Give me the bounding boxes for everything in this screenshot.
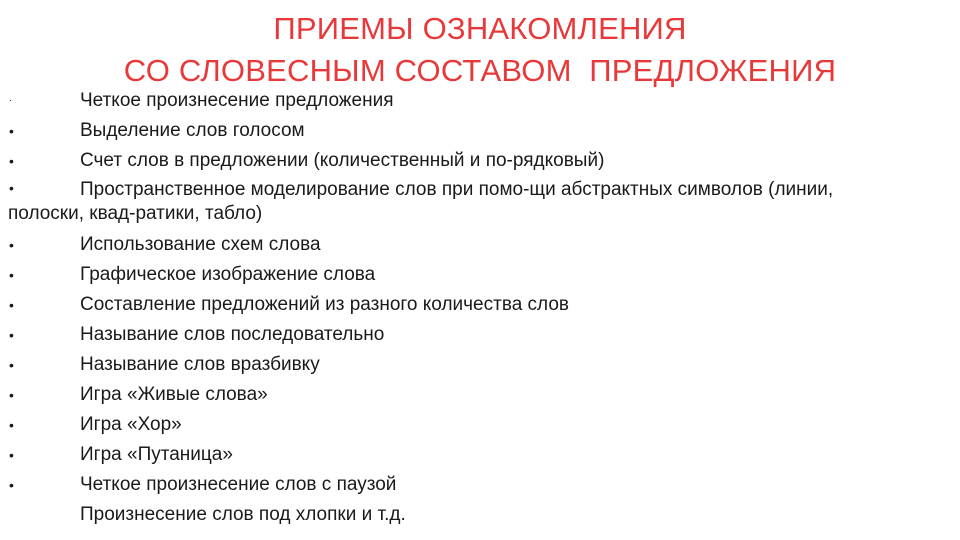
list-item (0, 176, 960, 230)
bullet-marker: • (9, 357, 14, 373)
list-item (0, 440, 960, 470)
bullet-marker: • (9, 297, 14, 313)
bullet-marker: • (9, 180, 14, 196)
list-item-text: Пространственное моделирование слов при помо-щи абстрактных символов (линии, (80, 179, 834, 200)
list-item-text: Выделение слов голосом (80, 120, 305, 141)
title-line-2: СО СЛОВЕСНЫМ СОСТАВОМ ПРЕДЛОЖЕНИЯ (123, 53, 837, 88)
list-item (0, 116, 960, 146)
list-item-text: Четкое произнесение слов с паузой (80, 474, 397, 495)
list-item-text: Игра «Хор» (80, 414, 182, 435)
bullet-marker: • (9, 123, 14, 139)
list-item (0, 230, 960, 260)
list-item-text: Называние слов последовательно (80, 324, 385, 345)
list-item (0, 260, 960, 290)
list-item-text: Произнесение слов под хлопки и т.д. (80, 504, 406, 525)
bullet-marker: . (9, 93, 12, 104)
list-item (0, 410, 960, 440)
bullet-marker: • (9, 267, 14, 283)
list-item-text: Называние слов вразбивку (80, 354, 320, 375)
list-item-text: Четкое произнесение предложения (80, 90, 394, 111)
list-item (0, 380, 960, 410)
bullet-marker: • (9, 417, 14, 433)
list-item (0, 470, 960, 500)
bullet-marker: • (9, 447, 14, 463)
list-item (0, 320, 960, 350)
bullet-marker: • (9, 387, 14, 403)
list-item-text-continued: полоски, квад-ратики, табло) (8, 203, 263, 224)
bullet-marker: • (9, 327, 14, 343)
list-item-text: Игра «Путаница» (80, 444, 233, 465)
list-item-text: Счет слов в предложении (количественный и по-рядковый) (80, 150, 605, 171)
list-item-text: Использование схем слова (80, 234, 321, 255)
slide-title (0, 8, 960, 92)
list-item-text: Составление предложений из разного количества слов (80, 294, 570, 315)
list-item (0, 290, 960, 320)
title-line-1: ПРИЕМЫ ОЗНАКОМЛЕНИЯ (273, 11, 687, 46)
list-item (0, 86, 960, 116)
bullet-marker: • (9, 477, 14, 493)
list-item-text: Графическое изображение слова (80, 264, 376, 285)
bullet-list (0, 86, 960, 530)
list-item-text: Игра «Живые слова» (80, 384, 268, 405)
bullet-marker: • (9, 237, 14, 253)
list-item (0, 146, 960, 176)
bullet-marker: • (9, 153, 14, 169)
list-item (0, 500, 960, 530)
list-item (0, 350, 960, 380)
